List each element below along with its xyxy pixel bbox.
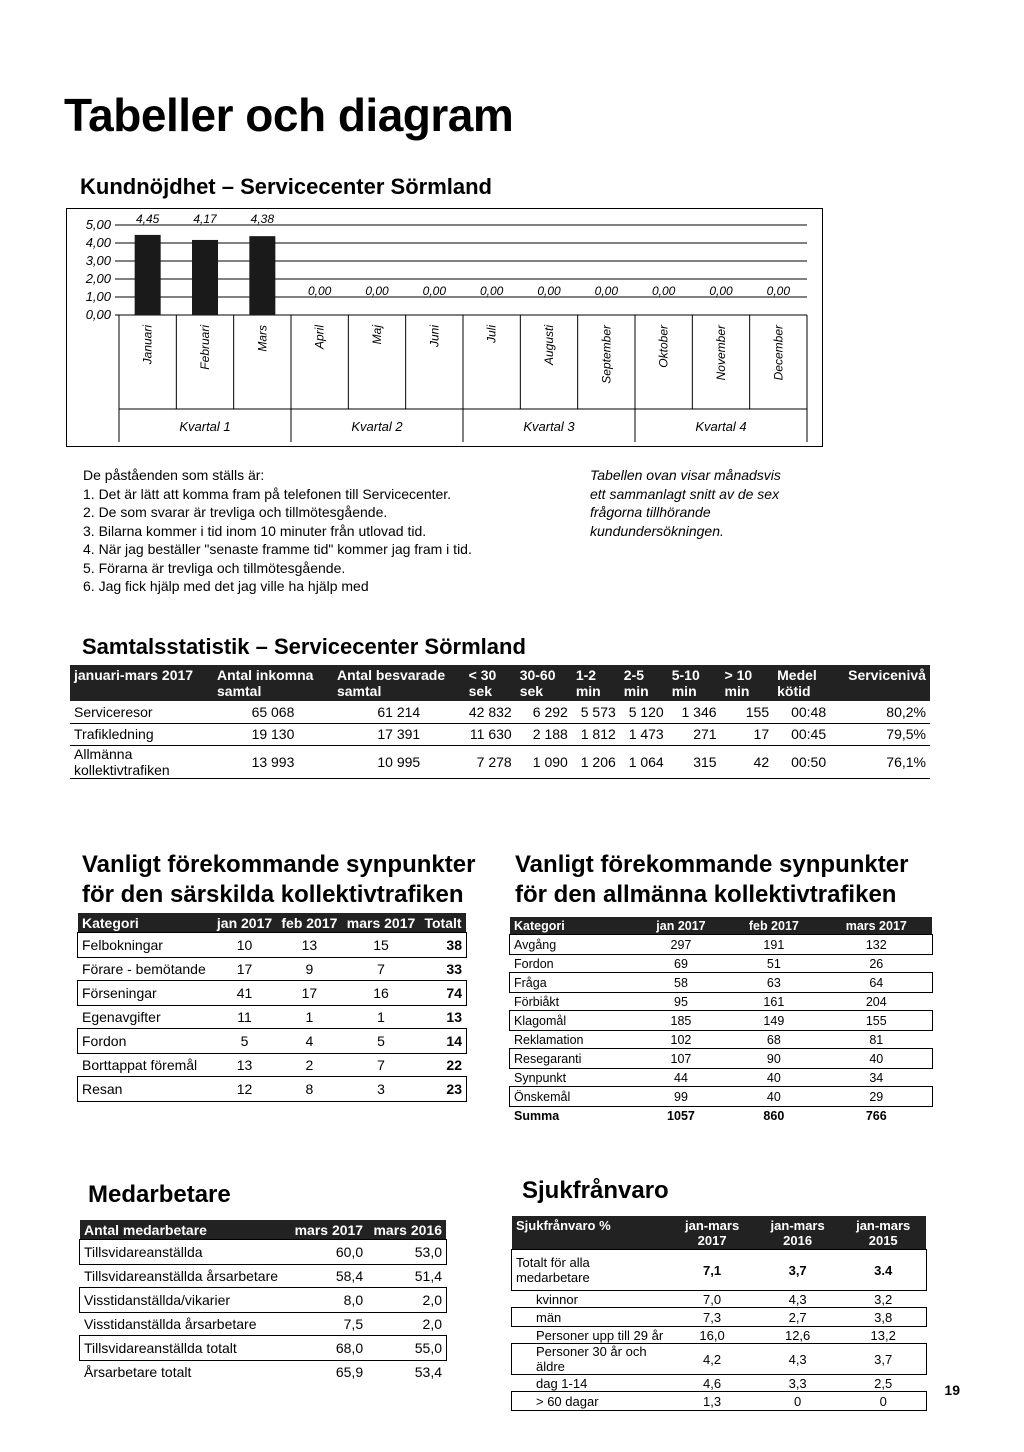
table-cell: 69: [674, 956, 688, 971]
table-cell: 132: [865, 937, 887, 952]
row-label: Visstidanställda/vikarier: [84, 1292, 231, 1308]
row-label: Borttappat föremål: [82, 1057, 198, 1073]
table-row: [78, 1077, 466, 1101]
statement-item: 4. När jag beställer "senaste framme tid" kommer jag fram i tid.: [83, 541, 472, 557]
row-label: Resegaranti: [514, 1051, 582, 1066]
category-label: Maj: [370, 325, 384, 345]
bar: [192, 240, 218, 315]
table-cell: 74: [446, 985, 462, 1001]
table-row: [510, 1011, 932, 1030]
quarter-label: Kvartal 3: [523, 419, 575, 434]
table-cell: 60,0: [335, 1244, 364, 1260]
table-row: [70, 723, 930, 745]
table-cell: 185: [670, 1013, 692, 1028]
table-cell: 13: [236, 1057, 253, 1073]
category-label: Mars: [255, 325, 270, 352]
table-row: [510, 973, 932, 992]
table-row: [512, 1344, 926, 1374]
table-cell: 0: [794, 1393, 802, 1409]
table-cell: 68,0: [335, 1340, 364, 1356]
table-cell: 149: [763, 1013, 785, 1028]
column-header: Kategori: [78, 913, 212, 933]
allmanna-title-line2: för den allmänna kollektivtrafiken: [515, 881, 897, 908]
column-header: 5-10 min: [668, 665, 721, 701]
sjukfranvaro-title: Sjukfrånvaro: [522, 1177, 669, 1204]
table-cell: 1 346: [681, 703, 717, 720]
row-label: kvinnor: [536, 1291, 578, 1307]
table-cell: 3,3: [788, 1375, 807, 1391]
table-row: [80, 1312, 446, 1336]
table-cell: 14: [446, 1033, 462, 1049]
table-cell: 3,7: [874, 1351, 893, 1367]
table-cell: 271: [693, 726, 717, 742]
column-header: Kategori: [510, 917, 635, 935]
table-row: [510, 935, 932, 954]
table-cell: 90: [766, 1051, 781, 1066]
statement-item: 1. Det är lätt att komma fram på telefonen till Servicecenter.: [83, 485, 452, 502]
category-label: Januari: [140, 325, 155, 365]
table-cell: 3: [377, 1081, 385, 1097]
table-cell: 51: [766, 956, 781, 971]
column-header: mars 2017: [288, 1220, 367, 1240]
table-row: [510, 1087, 932, 1106]
table-row: [78, 957, 466, 981]
table-cell: 17 391: [377, 726, 421, 742]
sarskilda-title-line2: för den särskilda kollektivtrafiken: [82, 881, 464, 908]
column-header: Antal inkomna samtal: [213, 665, 333, 701]
column-header: 30-60 sek: [516, 665, 572, 701]
table-row: [510, 1106, 932, 1125]
table-cell: 6 292: [532, 703, 568, 720]
allmanna-title-line1: Vanligt förekommande synpunkter: [515, 851, 909, 878]
table-cell: 53,0: [414, 1244, 442, 1260]
column-header: jan 2017: [635, 917, 727, 935]
chart-note: [590, 466, 830, 540]
y-tick-label: 3,00: [85, 253, 111, 268]
bar-value-label: 4,17: [193, 212, 217, 226]
table-cell: 1: [305, 1009, 314, 1025]
medarbetare-title: Medarbetare: [88, 1181, 231, 1208]
table-cell: 13: [446, 1009, 462, 1025]
table-cell: 81: [869, 1032, 884, 1047]
bar: [135, 235, 161, 315]
row-label: Fordon: [82, 1033, 127, 1049]
table-cell: 1: [377, 1009, 385, 1025]
column-header: Servicenivå: [844, 665, 930, 701]
table-cell: 10 995: [377, 753, 421, 770]
column-header: 1-2 min: [572, 665, 620, 701]
row-label: Tillsvidareanställda: [84, 1244, 203, 1260]
category-label: November: [714, 325, 728, 381]
table-cell: 5: [377, 1033, 385, 1049]
category-label: Juli: [484, 325, 499, 344]
table-cell: 68: [766, 1032, 781, 1047]
table-cell: 13: [301, 937, 318, 953]
table-cell: 5 120: [628, 703, 664, 720]
table-cell: 107: [670, 1051, 692, 1066]
table-cell: 5: [240, 1033, 249, 1049]
row-label: Egenavgifter: [82, 1009, 161, 1025]
table-cell: 102: [670, 1032, 692, 1047]
table-cell: 38: [446, 937, 462, 953]
table-row: [80, 1288, 446, 1312]
row-label: Fråga: [514, 975, 547, 990]
table-row: [512, 1290, 926, 1308]
table-cell: 00:50: [791, 753, 827, 770]
table-cell: 17: [301, 985, 318, 1001]
table-cell: 8: [305, 1081, 314, 1097]
column-header: Sjukfrånvaro %: [512, 1216, 669, 1250]
table-cell: 7,5: [343, 1316, 364, 1332]
table-cell: 29: [869, 1089, 884, 1104]
table-cell: 2: [305, 1057, 314, 1073]
table-cell: 55,0: [414, 1340, 442, 1356]
table-cell: 15: [373, 937, 389, 953]
row-label: Reklamation: [514, 1032, 584, 1047]
table-cell: 3,2: [874, 1291, 893, 1307]
column-header: Medel kötid: [773, 665, 844, 701]
table-cell: 1 473: [628, 726, 664, 742]
column-header: mars 2017: [821, 917, 932, 935]
kundnojdhet-title: Kundnöjdhet – Servicecenter Sörmland: [80, 174, 492, 199]
samtal-table: [70, 665, 930, 779]
sarskilda-title-line1: Vanligt förekommande synpunkter: [82, 851, 476, 878]
allmanna-table: [510, 917, 932, 1125]
table-cell: 0: [879, 1393, 887, 1409]
table-cell: 5 573: [580, 703, 616, 720]
table-row: [80, 1264, 446, 1288]
statements-title: De påståenden som ställs är:: [83, 467, 265, 483]
samtal-header-row: [70, 665, 930, 701]
table-cell: 58,4: [335, 1268, 364, 1284]
row-label: Synpunkt: [514, 1070, 567, 1085]
row-label: Visstidanställda årsarbetare: [84, 1316, 257, 1332]
column-header: jan 2017: [212, 913, 276, 933]
bar-value-label: 0,00: [537, 284, 561, 298]
table-cell: 2,0: [422, 1316, 442, 1332]
table-cell: 4,3: [788, 1291, 807, 1307]
category-label: December: [771, 325, 786, 381]
table-cell: 7,1: [703, 1262, 722, 1278]
bar-value-label: 0,00: [766, 284, 791, 298]
table-cell: 42 832: [468, 703, 512, 720]
quarter-label: Kvartal 4: [695, 419, 747, 434]
sarskilda-body: [78, 933, 466, 1101]
table-cell: 2 188: [532, 726, 568, 742]
sarskilda-table: [78, 913, 466, 1101]
column-header: jan-mars 2017: [669, 1216, 755, 1250]
table-cell: 51,4: [414, 1268, 442, 1284]
table-cell: 9: [305, 961, 314, 977]
table-cell: 3.4: [874, 1262, 893, 1278]
note-line: ett sammanlagt snitt av de sex: [590, 485, 780, 502]
table-cell: 11: [237, 1009, 252, 1025]
table-cell: 3,7: [788, 1262, 807, 1278]
table-cell: 7: [377, 961, 385, 977]
table-cell: 1 812: [580, 726, 616, 742]
row-label: män: [536, 1309, 562, 1325]
statements-block: [83, 466, 563, 596]
bar-value-label: 0,00: [422, 284, 447, 298]
table-cell: 13,2: [870, 1327, 896, 1343]
table-row: [78, 933, 466, 957]
table-cell: 155: [865, 1013, 887, 1028]
table-cell: 00:45: [791, 726, 827, 742]
table-cell: 7 278: [476, 753, 512, 770]
table-cell: 95: [674, 994, 688, 1009]
column-header: mars 2016: [367, 1220, 446, 1240]
table-cell: 17: [753, 726, 770, 742]
category-label: September: [599, 325, 614, 384]
allmanna-header-row: [510, 917, 932, 935]
table-cell: 11 630: [469, 726, 512, 742]
table-cell: 191: [763, 937, 785, 952]
table-cell: 4: [305, 1033, 314, 1049]
table-cell: 64: [869, 975, 884, 990]
note-line: kundundersökningen.: [590, 522, 724, 539]
column-header: Totalt: [420, 913, 466, 933]
table-row: [80, 1360, 446, 1384]
y-tick-label: 1,00: [85, 289, 111, 304]
table-cell: 16: [373, 985, 389, 1001]
row-label: Förbiåkt: [514, 994, 560, 1009]
table-cell: 76,1%: [886, 753, 926, 770]
table-cell: 161: [763, 994, 785, 1009]
medarbetare-header-row: [80, 1220, 446, 1240]
table-row: [70, 701, 930, 723]
row-label: Serviceresor: [74, 703, 153, 720]
sjukfranvaro-body: [512, 1250, 926, 1410]
column-header: jan-mars 2016: [755, 1216, 841, 1250]
table-cell: 2,7: [788, 1309, 807, 1325]
row-label: Önskemål: [514, 1089, 571, 1104]
row-label: Årsarbetare totalt: [84, 1364, 192, 1380]
table-cell: 4,3: [788, 1351, 807, 1367]
y-tick-label: 5,00: [85, 217, 111, 232]
bar-value-label: 4,38: [250, 212, 275, 226]
table-cell: 22: [446, 1057, 462, 1073]
table-row: [510, 954, 932, 973]
medarbetare-body: [80, 1240, 446, 1384]
table-cell: 12: [236, 1081, 253, 1097]
bar-value-label: 4,45: [135, 212, 160, 226]
table-cell: 766: [865, 1108, 887, 1123]
table-cell: 53,4: [414, 1364, 442, 1380]
category-label: April: [312, 325, 327, 350]
note-line: frågorna tillhörande: [590, 504, 711, 520]
table-row: [78, 981, 466, 1005]
statement-item: 5. Förarna är trevliga och tillmötesgående.: [83, 559, 346, 576]
row-label: Personer upp till 29 år: [536, 1327, 664, 1343]
table-cell: 44: [674, 1070, 688, 1085]
table-row: [512, 1250, 926, 1290]
table-cell: 204: [865, 994, 887, 1009]
row-label: Felbokningar: [82, 937, 163, 953]
note-line: Tabellen ovan visar månadsvis: [590, 467, 781, 483]
table-cell: 00:48: [791, 703, 827, 720]
table-cell: 7,0: [703, 1291, 722, 1307]
category-label: Oktober: [656, 325, 671, 368]
table-row: [78, 1029, 466, 1053]
statements-list: [83, 485, 563, 596]
page-title: Tabeller och diagram: [64, 89, 514, 141]
table-cell: 1,3: [703, 1393, 722, 1409]
table-cell: 10: [236, 937, 253, 953]
samtal-body: [70, 701, 930, 778]
table-row: [512, 1374, 926, 1392]
row-label: Trafikledning: [74, 726, 154, 742]
row-label: Tillsvidareanställda årsarbetare: [84, 1268, 279, 1284]
table-cell: 4,6: [703, 1375, 722, 1391]
quarter-label: Kvartal 1: [179, 419, 231, 434]
table-cell: 1 090: [532, 753, 568, 770]
category-label: Juni: [427, 325, 442, 348]
row-label: Klagomål: [514, 1013, 567, 1028]
table-cell: 40: [869, 1051, 884, 1066]
table-cell: 58: [674, 975, 688, 990]
table-cell: 17: [236, 961, 253, 977]
y-tick-label: 4,00: [85, 235, 111, 250]
table-cell: 297: [670, 937, 692, 952]
quarter-label: Kvartal 2: [351, 419, 403, 434]
table-cell: 65 068: [251, 703, 295, 720]
table-cell: 41: [236, 985, 253, 1001]
table-cell: 4,2: [703, 1351, 722, 1367]
table-cell: 1057: [667, 1108, 695, 1123]
table-cell: 16,0: [699, 1327, 725, 1343]
table-cell: 63: [766, 975, 781, 990]
y-tick-label: 0,00: [85, 307, 111, 322]
table-row: [512, 1326, 926, 1344]
table-cell: 3,8: [874, 1309, 893, 1325]
row-label: Totalt för alla medarbetare: [516, 1255, 590, 1285]
row-label: Resan: [82, 1081, 123, 1097]
table-cell: 315: [693, 753, 717, 770]
column-header: > 10 min: [721, 665, 774, 701]
table-cell: 8,0: [343, 1292, 364, 1308]
table-cell: 2,5: [874, 1375, 893, 1391]
column-header: Antal besvarade samtal: [333, 665, 465, 701]
table-cell: 79,5%: [886, 726, 926, 742]
table-row: [510, 992, 932, 1011]
allmanna-body: [510, 935, 932, 1125]
statement-item: 6. Jag fick hjälp med det jag ville ha hjälp med: [83, 578, 369, 594]
category-label: Februari: [198, 325, 212, 370]
bar-value-label: 0,00: [651, 284, 676, 298]
column-header: januari-mars 2017: [70, 665, 213, 701]
bar-value-label: 0,00: [307, 284, 332, 298]
page-number: 19: [944, 1382, 960, 1398]
table-cell: 155: [745, 703, 770, 720]
table-cell: 26: [869, 956, 884, 971]
table-cell: 40: [766, 1070, 781, 1085]
table-row: [510, 1030, 932, 1049]
sarskilda-header-row: [78, 913, 466, 933]
table-row: [70, 745, 930, 778]
samtal-title: Samtalsstatistik – Servicecenter Sörmland: [82, 634, 526, 659]
table-cell: 13 993: [251, 753, 295, 770]
sarskilda-title: [82, 850, 475, 910]
table-row: [78, 1005, 466, 1029]
bar-value-label: 0,00: [709, 284, 733, 298]
table-row: [512, 1308, 926, 1326]
column-header: jan-mars 2015: [840, 1216, 926, 1250]
table-cell: 1 206: [580, 753, 616, 770]
table-row: [80, 1240, 446, 1264]
table-row: [80, 1336, 446, 1360]
medarbetare-table: [80, 1220, 446, 1384]
statement-item: 2. De som svarar är trevliga och tillmötesgående.: [83, 504, 388, 520]
table-cell: 34: [869, 1070, 884, 1085]
sjukfranvaro-table: [512, 1216, 926, 1410]
table-cell: 42: [753, 753, 770, 770]
category-label: Augusti: [542, 325, 556, 366]
table-cell: 19 130: [251, 726, 295, 742]
table-cell: 2,0: [422, 1292, 442, 1308]
row-label: Personer 30 år och äldre: [536, 1344, 647, 1374]
row-label: Avgång: [514, 937, 557, 952]
sjukfranvaro-header-row: [512, 1216, 926, 1250]
table-cell: 61 214: [377, 703, 421, 720]
chart-svg: [67, 209, 822, 446]
table-row: [510, 1068, 932, 1087]
column-header: feb 2017: [277, 913, 342, 933]
table-cell: 23: [446, 1081, 462, 1097]
table-row: [78, 1053, 466, 1077]
table-row: [512, 1392, 926, 1410]
row-label: Summa: [514, 1108, 560, 1123]
table-cell: 65,9: [335, 1364, 364, 1380]
allmanna-title: [515, 850, 908, 910]
statement-item: 3. Bilarna kommer i tid inom 10 minuter från utlovad tid.: [83, 522, 427, 539]
row-label: dag 1-14: [536, 1375, 588, 1391]
table-cell: 1 064: [628, 753, 664, 770]
bar-value-label: 0,00: [365, 284, 389, 298]
column-header: Antal medarbetare: [80, 1220, 288, 1240]
column-header: 2-5 min: [620, 665, 668, 701]
table-cell: 40: [766, 1089, 781, 1104]
bar-value-label: 0,00: [594, 284, 619, 298]
table-cell: 80,2%: [886, 703, 926, 720]
table-row: [510, 1049, 932, 1068]
bar: [249, 236, 275, 315]
y-tick-label: 2,00: [85, 271, 111, 286]
column-header: < 30 sek: [465, 665, 516, 701]
row-label: Fordon: [514, 956, 554, 971]
column-header: feb 2017: [727, 917, 820, 935]
row-label: Allmänna kollektivtrafiken: [74, 745, 170, 778]
kundnojdhet-chart: [66, 208, 823, 447]
table-cell: 7: [377, 1057, 385, 1073]
table-cell: 7,3: [703, 1309, 722, 1325]
table-cell: 99: [674, 1089, 688, 1104]
column-header: mars 2017: [342, 913, 420, 933]
table-cell: 12,6: [784, 1327, 811, 1343]
row-label: > 60 dagar: [536, 1393, 599, 1409]
row-label: Förare - bemötande: [82, 961, 206, 977]
bar-value-label: 0,00: [479, 284, 504, 298]
table-cell: 860: [763, 1108, 785, 1123]
row-label: Tillsvidareanställda totalt: [84, 1340, 237, 1356]
table-cell: 33: [446, 961, 462, 977]
row-label: Förseningar: [82, 985, 157, 1001]
